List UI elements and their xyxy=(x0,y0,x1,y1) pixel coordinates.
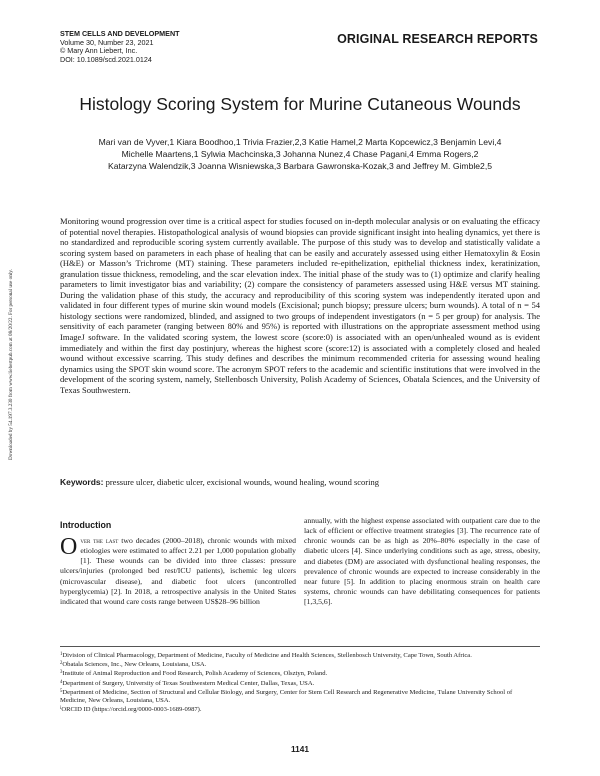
page-number: 1141 xyxy=(291,744,309,754)
keywords-text: pressure ulcer, diabetic ulcer, excisional wounds, wound healing, wound scoring xyxy=(105,477,379,487)
keywords-label: Keywords: xyxy=(60,477,104,487)
section-label: ORIGINAL RESEARCH REPORTS xyxy=(337,32,538,46)
intro-text-left: two decades (2000–2018), chronic wounds with mixed etiologies were estimated to affect 2.21 per 1,000 population globally [1]. These wounds can be divided into three classes: pressure ulcers/injuries (prolonged bed rest/ICU patients), ischemic leg ulcers (microvascular disease), and diabetic foot ulcers (uncontrolled hyperglycemia) [2]. In 2018, a retrospective analysis in the United States indicated that wound care costs range between US$28–96 billion xyxy=(60,536,296,606)
footnote: $^2$Obatala Sciences, Inc., New Orleans, Louisiana, USA. xyxy=(60,661,207,669)
footnote: $^4$Department of Surgery, University of Texas Southwestern Medical Center, Dallas, Texas, USA. xyxy=(60,679,315,687)
author-line: Michelle Maartens,1 Sylwia Machcinska,3 Johanna Nunez,4 Chase Pagani,4 Emma Rogers,2 xyxy=(121,148,479,159)
journal-name: STEM CELLS AND DEVELOPMENT xyxy=(60,29,180,38)
journal-volume: Volume 30, Number 23, 2021 xyxy=(60,37,154,47)
author-line: Mari van de Vyver,1 Kiara Boodhoo,1 Trivia Frazier,2,3 Katie Hamel,2 Marta Kopcewicz,3 Benjamin Levi,4 xyxy=(98,137,502,147)
footnote: $^i$ORCID ID (https://orcid.org/0000-0003-1689-0987). xyxy=(60,706,202,714)
download-side-note: Downloaded by 54.197.3.230 from www.liebertpub.com at 08/20/22. For personal use only. xyxy=(8,269,14,460)
footnote: $^5$Department of Medicine, Section of Structural and Cellular Biology, and Surgery, Center for Stem Cell Research and Regenerative Medicine, Tulane University School of Medicine, New Orleans, Louisiana, USA. xyxy=(60,688,513,705)
author-list xyxy=(70,137,530,172)
intro-column-left xyxy=(60,536,296,607)
keywords xyxy=(60,477,540,487)
footnote: $^3$Institute of Animal Reproduction and Food Research, Polish Academy of Sciences, Olsztyn, Poland. xyxy=(60,670,328,678)
footnote: $^1$Division of Clinical Pharmacology, Department of Medicine, Faculty of Medicine and Health Sciences, Stellenbosch University, Cape Town, South Africa. xyxy=(60,652,472,659)
abstract: Monitoring wound progression over time is a critical aspect for studies focused on in-depth molecular analysis or on evaluating the efficacy of potential novel therapies. Histopathological analysis of wound biopsies can provide significant insight into healing dynamics, yet there is no standardized and reproducible scoring system currently available. The purpose of this study was to develop and statistically validate a scoring system based on parameters in each phase of healing that can be easily and accurately assessed using either Hematoxylin & Eosin (H&E) or Masson’s Trichrome (MT) staining. These parameters included re-epithelization, epithelial thickness index, keratinization, granulation tissue thickness, remodeling, and the scar elevation index. The initial phase of the study was to (1) optimize and clarify healing parameters to limit investigator bias and variability; (2) compare the consistency of parameters assessed using H&E versus MT staining. During the validation phase of this study, the accuracy and reproducibility of this scoring system was independently iterated upon and validated in four different types of murine skin wound models (Excisional; punch biopsy; pressure ulcers; burn wounds). A total of n = 54 histology sections were randomized, blinded, and assigned to two groups of independent investigators (n = 5 per group) for analysis. The sensitivity of each parameter (ranging between 80% and 95%) is reported with illustrations on the appropriate assessment method using ImageJ software. In the validated scoring system, the lowest score (score:0) is associated with an open/unhealed wound as is evident immediately and within the first day postinjury, whereas the highest score (score:12) is associated with a completely closed and healed wound without excessive scarring. This study defines and describes the minimum recommended criteria for assessing wound healing dynamics using the SPOT skin wound score. The acronym SPOT refers to the academic and scientific institutions that were involved in the development of the scoring system, namely, Stellenbosch University, Polish Academy of Sciences, Obatala Sciences, and the University of Texas Southwestern. xyxy=(60,216,540,395)
section-heading: Introduction xyxy=(60,520,112,530)
journal-info xyxy=(60,30,180,64)
intro-column-right: annually, with the highest expense associated with outpatient care due to the lack of efficient or effective treatment strategies [3]. The recurrence rate of chronic wounds can be as high as 20%–80% especially in the case of diabetic ulcers [4]. Since underlying conditions such as age, stress, obesity, and diabetes (DM) are associated with dysfunctional healing responses, the prevalence of chronic wounds are expected to increase considerably in the near future [5]. In addition to placing enormous strain on health care systems, chronic wounds can have debilitating consequences for patients [1,3,5,6]. xyxy=(304,516,540,607)
drop-cap: O xyxy=(60,534,78,560)
footnote-divider xyxy=(60,646,540,647)
author-line: Katarzyna Walendzik,3 Joanna Wisniewska,3 Barbara Gawronska-Kozak,3 and Jeffrey M. Gimble2,5 xyxy=(107,160,493,171)
paper-title: Histology Scoring System for Murine Cutaneous Wounds xyxy=(79,94,521,114)
footnotes xyxy=(60,651,540,714)
journal-copyright: © Mary Ann Liebert, Inc. xyxy=(60,46,138,56)
journal-doi: DOI: 10.1089/scd.2021.0124 xyxy=(60,54,152,64)
intro-smallcaps: ver the last xyxy=(80,536,119,545)
